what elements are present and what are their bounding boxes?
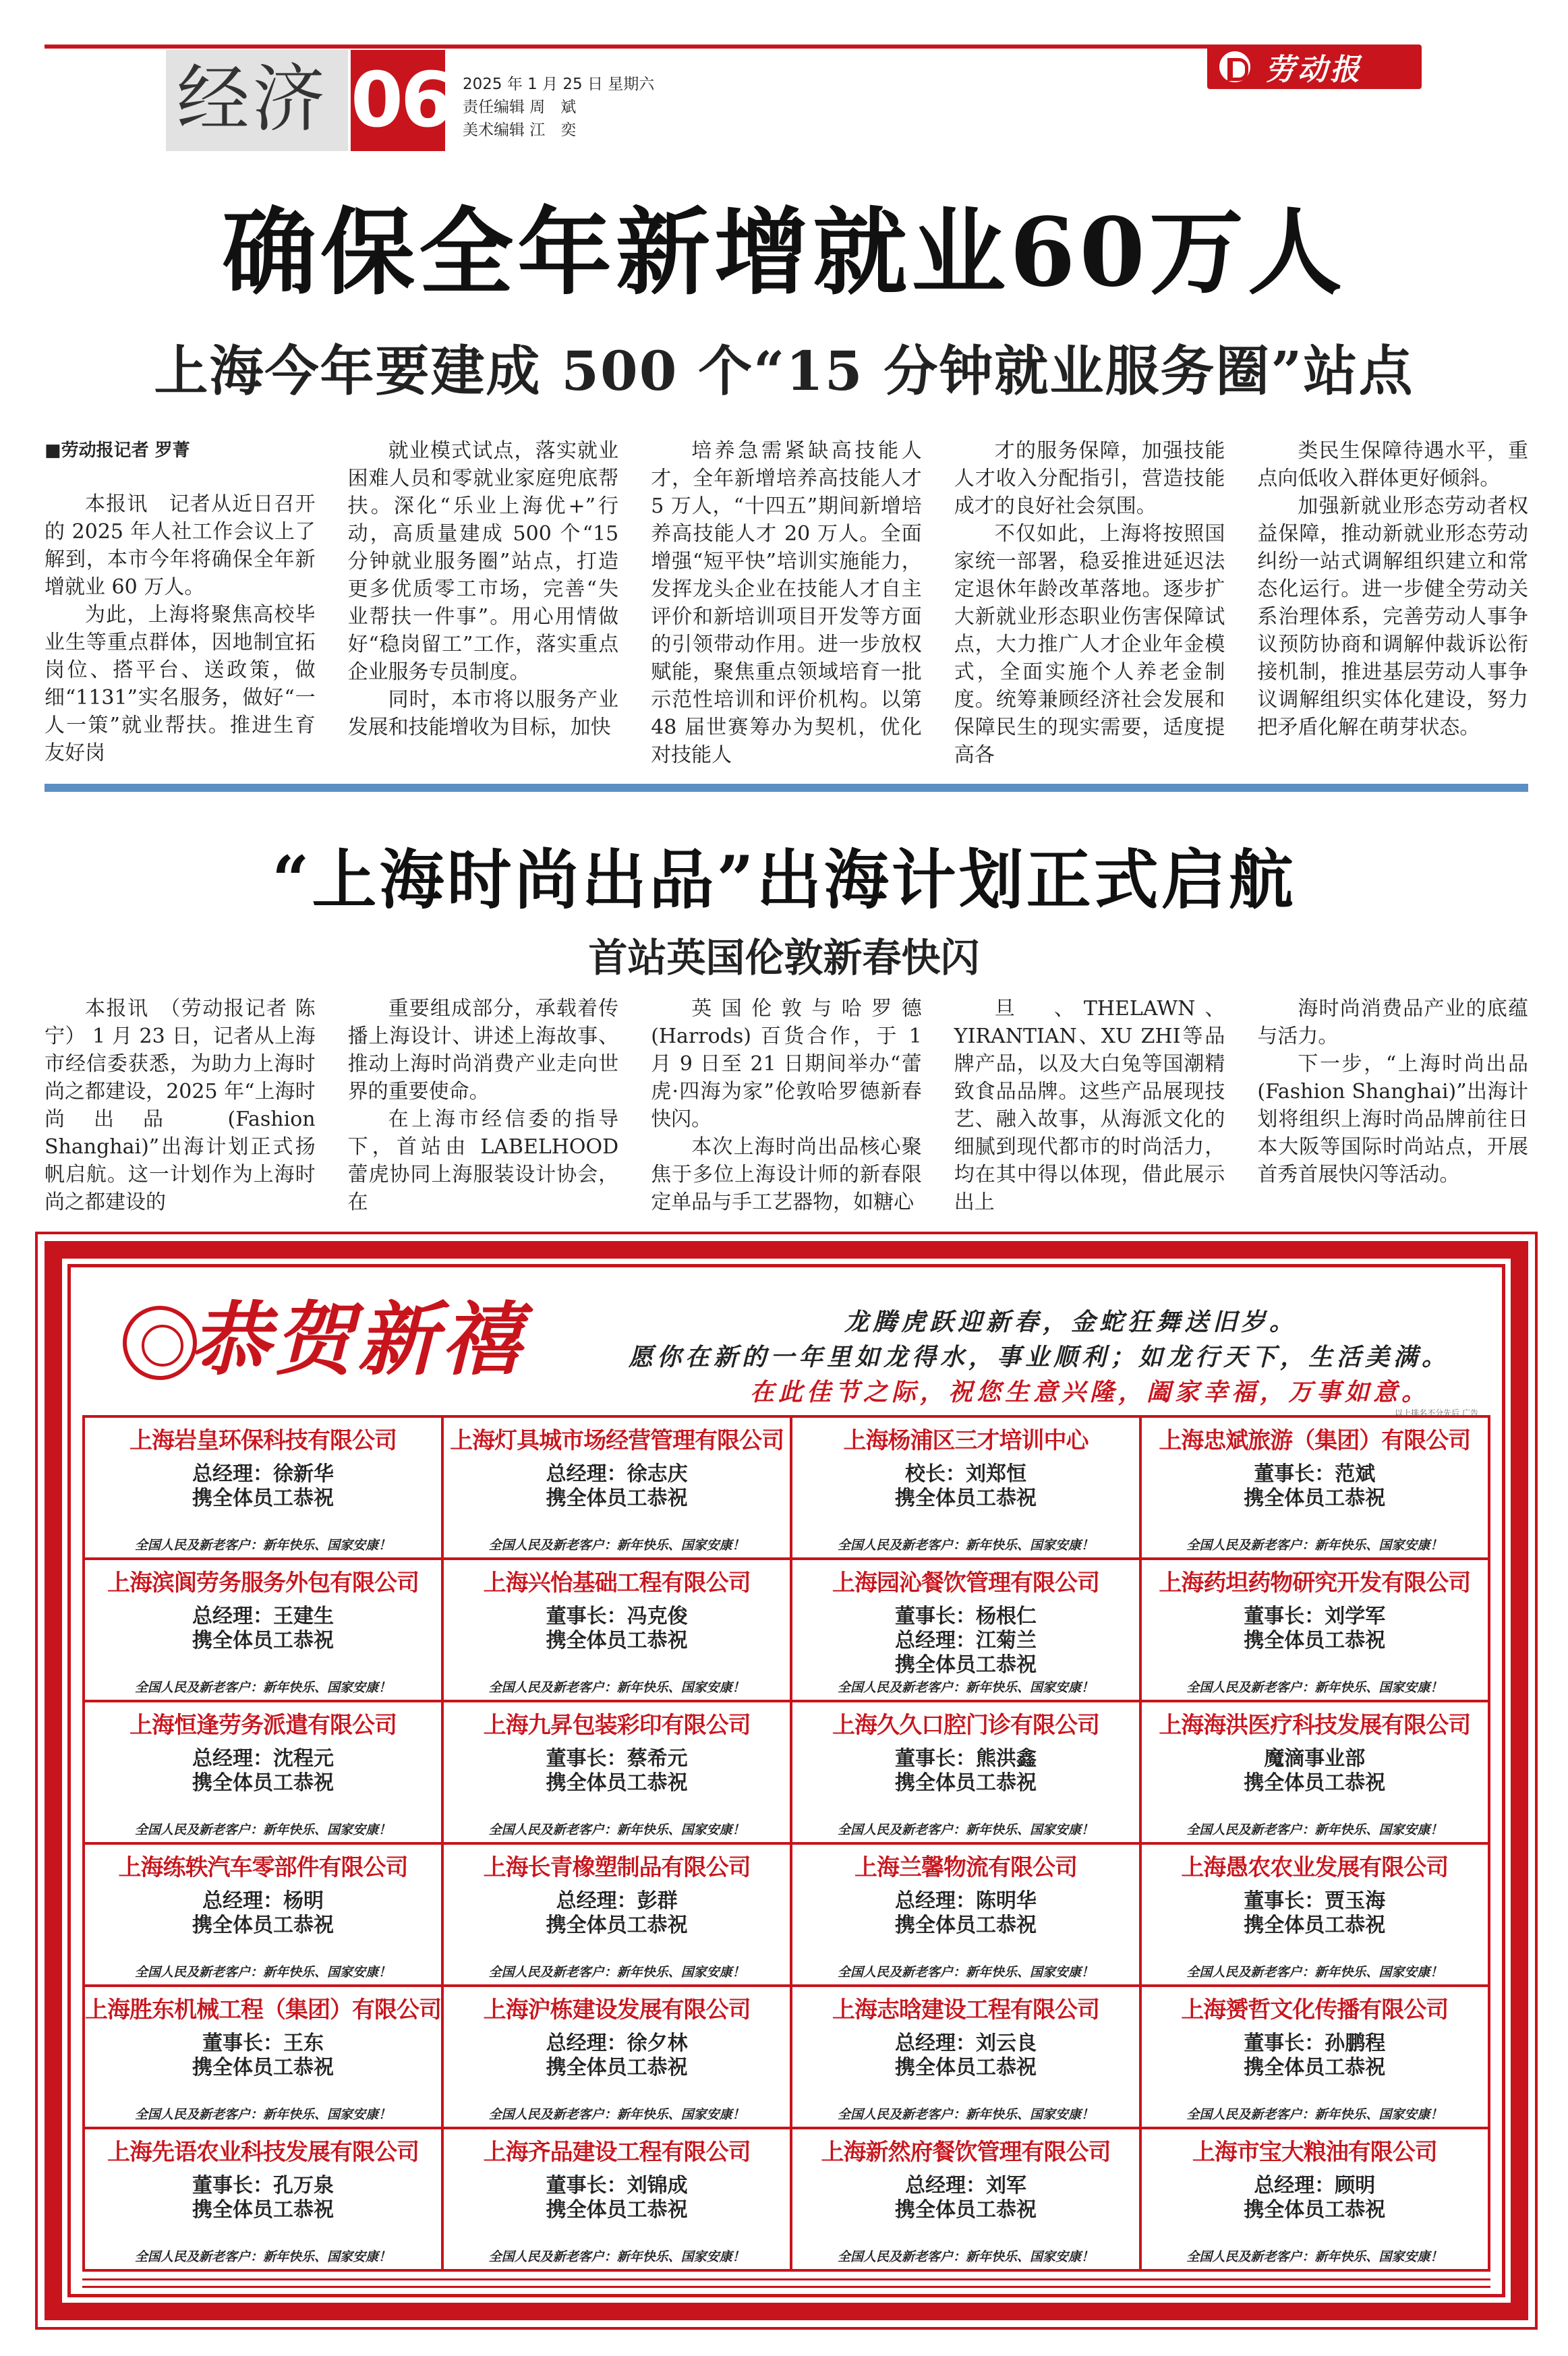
company-executives <box>85 1889 441 1914</box>
company-name: 上海恒逢劳务派遣有限公司 <box>129 1712 397 1739</box>
greeting-footer: 全国人民及新老客户：新年快乐、国家安康！ <box>1186 2107 1443 2122</box>
company-executives <box>444 1605 790 1629</box>
company-greeting-cell <box>444 1418 792 1560</box>
greeting-footer: 全国人民及新老客户：新年快乐、国家安康！ <box>1186 1822 1443 1837</box>
article2-subheadline: 首站英国伦敦新春快闪 <box>588 935 980 981</box>
section-name: 经济 <box>177 57 328 142</box>
company-greeting-grid <box>82 1415 1490 2272</box>
blessing-text: 携全体员工恭祝 <box>894 1653 1037 1677</box>
company-greeting-cell <box>1142 1560 1490 1702</box>
executive-name: 总经理：顾明 <box>1254 2174 1376 2197</box>
blessing-text: 携全体员工恭祝 <box>894 1771 1037 1795</box>
executive-name: 总经理：徐新华 <box>192 1462 334 1486</box>
company-greeting-cell <box>792 1418 1141 1560</box>
issue-meta <box>463 73 654 142</box>
greeting-footer: 全国人民及新老客户：新年快乐、国家安康！ <box>837 1822 1094 1837</box>
article1-body <box>45 437 1528 767</box>
company-greeting-cell <box>85 1702 444 1845</box>
article2-paragraph: 海时尚消费品产业的底蕴与活力。 <box>1257 997 1528 1048</box>
article1-paragraph: 类民生保障待遇水平，重点向低收入群体更好倾斜。 <box>1257 439 1528 490</box>
greeting-header <box>96 1279 1505 1418</box>
executive-name: 董事长：贾玉海 <box>1244 1889 1386 1913</box>
company-greeting-cell <box>1142 2129 1490 2272</box>
executive-name: 董事长：冯克俊 <box>546 1605 688 1628</box>
ad-bottom-border <box>82 2278 1490 2288</box>
company-executives <box>444 1889 790 1914</box>
greeting-footer: 全国人民及新老客户：新年快乐、国家安康！ <box>837 2107 1094 2122</box>
article2-paragraph: 旦 、THELAWN、YIRANTIAN、XU ZHI等品牌产品，以及大白兔等国潮精致食品品牌。这些产品展现技艺、融入故事，从海派文化的细腻到现代都市的时尚活力，均在其中得以体现，借此展示出上 <box>954 997 1225 1214</box>
company-name: 上海先语农业科技发展有限公司 <box>107 2139 419 2166</box>
company-executives <box>444 2174 790 2198</box>
company-executives <box>444 1747 790 1771</box>
company-greeting-cell <box>1142 1418 1490 1560</box>
executive-name: 总经理：沈程元 <box>192 1747 334 1771</box>
issue-date: 2025 年 1 月 25 日 星期六 <box>463 76 655 93</box>
article-divider <box>45 784 1528 792</box>
ad-credit: 以上排名不分先后 广告 <box>1395 1408 1478 1418</box>
article1-column <box>954 437 1225 769</box>
company-name: 上海市宝大粮油有限公司 <box>1192 2139 1437 2166</box>
masthead-icon <box>1219 51 1250 82</box>
blessing-text: 携全体员工恭祝 <box>894 1487 1037 1510</box>
company-executives <box>444 1462 790 1487</box>
executive-name: 董事长：王东 <box>202 2032 324 2055</box>
article1-column <box>651 437 922 769</box>
company-executives <box>85 2174 441 2198</box>
company-name: 上海滨阆劳务服务外包有限公司 <box>107 1570 419 1597</box>
company-executives <box>85 1747 441 1771</box>
article2-paragraph: 本次上海时尚出品核心聚焦于多位上海设计师的新春限定单品与手工艺器物，如糖心 <box>651 1135 922 1214</box>
company-greeting-cell <box>792 1560 1141 1702</box>
article2-column <box>45 995 316 1224</box>
company-name: 上海忠斌旅游（集团）有限公司 <box>1159 1427 1471 1454</box>
blessing-text: 携全体员工恭祝 <box>546 1771 688 1795</box>
executive-name: 董事长：孙鹏程 <box>1244 2032 1386 2055</box>
blessing-text: 携全体员工恭祝 <box>894 2198 1037 2222</box>
article1-paragraph: 为此，上海将聚焦高校毕业生等重点群体，因地制宜拓岗位、搭平台、送政策，做细“1131”实名服务，做好“一人一策”就业帮扶。推进生育友好岗 <box>45 603 316 765</box>
company-name: 上海杨浦区三才培训中心 <box>843 1427 1088 1454</box>
company-greeting-cell <box>85 2129 444 2272</box>
top-rule <box>45 45 1211 49</box>
company-name: 上海兴怡基础工程有限公司 <box>483 1570 751 1597</box>
lantern-ornament-icon <box>123 1306 197 1380</box>
company-name: 上海药坦药物研究开发有限公司 <box>1159 1570 1471 1597</box>
article1-headline: 确保全年新增就业60万人 <box>222 198 1346 308</box>
article1-paragraph: 培养急需紧缺高技能人才，全年新增培养高技能人才 5 万人，“十四五”期间新增培养高技能人才 20 万人。全面增强“短平快”培训实施能力，发挥龙头企业在技能人才自主评价和新培训项目开发等方面的引领带动作用。进一步放权赋能，聚焦重点领域培育一批示范性培训和评价机构。以第 48 届世赛筹办为契机，优化对技能人 <box>651 439 922 767</box>
blessing-text: 携全体员工恭祝 <box>192 1771 334 1795</box>
company-executives <box>1142 1462 1488 1487</box>
blessing-text: 携全体员工恭祝 <box>192 1487 334 1510</box>
executive-name: 董事长：孔万泉 <box>192 2174 334 2197</box>
executive-name: 董事长：刘学军 <box>1244 1605 1386 1628</box>
executive-name: 董事长：蔡希元 <box>546 1747 688 1771</box>
executive-name: 总经理：杨明 <box>202 1889 324 1913</box>
greeting-footer: 全国人民及新老客户：新年快乐、国家安康！ <box>1186 1680 1443 1695</box>
executive-name: 魔滴事业部 <box>1264 1747 1366 1771</box>
blessing-text: 携全体员工恭祝 <box>1244 1487 1386 1510</box>
company-name: 上海园沁餐饮管理有限公司 <box>832 1570 1099 1597</box>
article1-column <box>348 437 619 769</box>
company-executives <box>792 1889 1138 1914</box>
blessing-text: 携全体员工恭祝 <box>1244 1629 1386 1653</box>
blessing-text: 携全体员工恭祝 <box>546 1487 688 1510</box>
greeting-footer: 全国人民及新老客户：新年快乐、国家安康！ <box>134 2107 391 2122</box>
executive-name: 总经理：彭群 <box>556 1889 678 1913</box>
company-greeting-cell <box>792 1845 1141 1987</box>
company-executives <box>85 2032 441 2056</box>
article1-subheadline: 上海今年要建成 500 个“15 分钟就业服务圈”站点 <box>154 339 1414 403</box>
executive-name: 总经理：徐夕林 <box>546 2032 688 2055</box>
greeting-footer: 全国人民及新老客户：新年快乐、国家安康！ <box>134 1965 391 1980</box>
company-executives <box>792 1605 1138 1653</box>
company-greeting-cell <box>792 1987 1141 2129</box>
greeting-footer: 全国人民及新老客户：新年快乐、国家安康！ <box>134 1538 391 1553</box>
company-executives <box>1142 1747 1488 1771</box>
article1-paragraph: 本报讯 记者从近日召开的 2025 年人社工作会议上了解到，本市今年将确保全年新增就业 60 万人。 <box>45 492 316 599</box>
executive-name: 总经理：刘军 <box>904 2174 1026 2197</box>
blessing-text: 携全体员工恭祝 <box>894 1914 1037 1937</box>
article2-headline: “上海时尚出品”出海计划正式启航 <box>272 842 1296 918</box>
greeting-footer: 全国人民及新老客户：新年快乐、国家安康！ <box>488 1680 745 1695</box>
executive-name: 总经理：刘云良 <box>894 2032 1037 2055</box>
wish-line-3: 在此佳节之际，祝您生意兴隆，阖家幸福，万事如意。 <box>750 1378 1430 1406</box>
company-greeting-cell <box>792 1702 1141 1845</box>
company-greeting-cell <box>85 1560 444 1702</box>
company-greeting-cell <box>1142 1987 1490 2129</box>
blessing-text: 携全体员工恭祝 <box>192 2198 334 2222</box>
company-executives <box>85 1605 441 1629</box>
company-name: 上海新然府餐饮管理有限公司 <box>821 2139 1111 2166</box>
company-greeting-cell <box>444 1987 792 2129</box>
greeting-footer: 全国人民及新老客户：新年快乐、国家安康！ <box>134 1822 391 1837</box>
executive-name: 董事长：刘锦成 <box>546 2174 688 2197</box>
executive-name: 董事长：熊洪鑫 <box>894 1747 1037 1771</box>
page-number: 06 <box>351 57 451 144</box>
blessing-text: 携全体员工恭祝 <box>1244 1771 1386 1795</box>
article1-column <box>45 437 316 769</box>
company-name: 上海九昇包装彩印有限公司 <box>483 1712 751 1739</box>
article2-paragraph: 下一步，“上海时尚出品(Fashion Shanghai)”出海计划将组织上海时尚品牌前往日本大阪等国际时尚站点，开展首秀首展快闪等活动。 <box>1257 1052 1528 1186</box>
company-greeting-cell <box>85 1845 444 1987</box>
responsible-editor: 责任编辑 周 斌 <box>463 98 577 116</box>
executive-name: 校长：刘郑恒 <box>904 1462 1026 1486</box>
company-executives <box>444 2032 790 2056</box>
company-name: 上海兰馨物流有限公司 <box>854 1854 1077 1881</box>
executive-name: 董事长：杨根仁 <box>894 1605 1037 1628</box>
company-name: 上海胜东机械工程（集团）有限公司 <box>85 1996 441 2023</box>
company-greeting-cell <box>1142 1845 1490 1987</box>
article2-paragraph: 本报讯 （劳动报记者 陈宁） 1 月 23 日，记者从上海市经信委获悉，为助力上海时尚之都建设，2025 年“上海时尚出品 (Fashion Shanghai)”出海计划正式扬帆启航。这一计划作为上海时尚之都建设的 <box>45 997 316 1214</box>
article1-paragraph: 不仅如此，上海将按照国家统一部署，稳妥推进延迟法定退休年龄改革落地。逐步扩大新就业形态职业伤害保障试点，大力推广人才企业年金模式，全面实施个人养老金制度。统筹兼顾经济社会发展和保障民生的现实需要，适度提高各 <box>954 522 1225 767</box>
masthead-title: 劳动报 <box>1265 53 1362 87</box>
company-greeting-cell <box>85 1418 444 1560</box>
greeting-title: 恭贺新禧 <box>190 1292 525 1386</box>
article1-column <box>1257 437 1528 769</box>
article1-paragraph: 就业模式试点，落实就业困难人员和零就业家庭兜底帮扶。深化“乐业上海优+”行动，高质量建成 500 个“15 分钟就业服务圈”站点，打造更多优质零工市场，完善“失业帮扶一件事”。用心用情做好“稳岗留工”工作，落实重点企业服务专员制度。 <box>347 439 619 684</box>
company-name: 上海沪栋建设发展有限公司 <box>483 1996 751 2023</box>
company-executives <box>792 2032 1138 2056</box>
greeting-footer: 全国人民及新老客户：新年快乐、国家安康！ <box>134 1680 391 1695</box>
article2-column <box>954 995 1225 1224</box>
company-executives <box>1142 1889 1488 1914</box>
greeting-footer: 全国人民及新老客户：新年快乐、国家安康！ <box>488 1965 745 1980</box>
greeting-footer: 全国人民及新老客户：新年快乐、国家安康！ <box>488 2249 745 2264</box>
article2-paragraph: 英国伦敦与哈罗德 (Harrods) 百货合作，于 1 月 9 日至 21 日期间举办“蕾虎·四海为家”伦敦哈罗德新春快闪。 <box>651 997 922 1131</box>
new-year-greeting-ad <box>45 1241 1528 2320</box>
company-name: 上海愚农农业发展有限公司 <box>1181 1854 1449 1881</box>
company-executives <box>85 1462 441 1487</box>
executive-name: 总经理：徐志庆 <box>546 1462 688 1486</box>
executive-name: 总经理：江菊兰 <box>894 1629 1037 1653</box>
company-name: 上海长青橡塑制品有限公司 <box>483 1854 751 1881</box>
company-greeting-cell <box>1142 1702 1490 1845</box>
greeting-footer: 全国人民及新老客户：新年快乐、国家安康！ <box>837 1965 1094 1980</box>
company-name: 上海赟哲文化传播有限公司 <box>1181 1996 1449 2023</box>
blessing-text: 携全体员工恭祝 <box>546 1914 688 1937</box>
article1-paragraph: 才的服务保障，加强技能人才收入分配指引，营造技能成才的良好社会氛围。 <box>954 439 1225 518</box>
company-executives <box>1142 1605 1488 1629</box>
article2-paragraph: 在上海市经信委的指导下，首站由 LABELHOOD 蕾虎协同上海服装设计协会，在 <box>347 1108 619 1214</box>
company-greeting-cell <box>444 1560 792 1702</box>
article2-paragraph: 重要组成部分，承载着传播上海设计、讲述上海故事、推动上海时尚消费产业走向世界的重要使命。 <box>347 997 619 1103</box>
blessing-text: 携全体员工恭祝 <box>1244 2198 1386 2222</box>
art-editor: 美术编辑 江 奕 <box>463 121 577 139</box>
greeting-footer: 全国人民及新老客户：新年快乐、国家安康！ <box>1186 1965 1443 1980</box>
company-name: 上海灯具城市场经营管理有限公司 <box>450 1427 784 1454</box>
company-greeting-cell <box>444 2129 792 2272</box>
wish-line-1: 龙腾虎跃迎新春，金蛇狂舞送旧岁。 <box>844 1308 1298 1336</box>
blessing-text: 携全体员工恭祝 <box>192 1629 334 1653</box>
blessing-text: 携全体员工恭祝 <box>546 2056 688 2079</box>
blessing-text: 携全体员工恭祝 <box>1244 2056 1386 2079</box>
article2-column <box>1257 995 1528 1224</box>
company-executives <box>1142 2174 1488 2198</box>
company-executives <box>792 2174 1138 2198</box>
article1-paragraph: 加强新就业形态劳动者权益保障，推动新就业形态劳动纠纷一站式调解组织建立和常态化运行。进一步健全劳动关系治理体系，完善劳动人事争议预防协商和调解仲裁诉讼衔接机制，推进基层劳动人事争议调解组织实体化建设，努力把矛盾化解在萌芽状态。 <box>1257 494 1528 739</box>
greeting-footer: 全国人民及新老客户：新年快乐、国家安康！ <box>837 1538 1094 1553</box>
executive-name: 总经理：陈明华 <box>894 1889 1037 1913</box>
article2-body <box>45 995 1528 1224</box>
blessing-text: 携全体员工恭祝 <box>192 2056 334 2079</box>
company-greeting-cell <box>792 2129 1141 2272</box>
blessing-text: 携全体员工恭祝 <box>546 2198 688 2222</box>
blessing-text: 携全体员工恭祝 <box>546 1629 688 1653</box>
company-executives <box>792 1747 1138 1771</box>
blessing-text: 携全体员工恭祝 <box>192 1914 334 1937</box>
company-executives <box>1142 2032 1488 2056</box>
greeting-footer: 全国人民及新老客户：新年快乐、国家安康！ <box>134 2249 391 2264</box>
greeting-footer: 全国人民及新老客户：新年快乐、国家安康！ <box>1186 2249 1443 2264</box>
company-executives <box>792 1462 1138 1487</box>
greeting-footer: 全国人民及新老客户：新年快乐、国家安康！ <box>488 2107 745 2122</box>
article1-paragraph: 同时，本市将以服务产业发展和技能增收为目标，加快 <box>347 688 619 739</box>
company-greeting-cell <box>444 1702 792 1845</box>
company-name: 上海海洪医疗科技发展有限公司 <box>1159 1712 1471 1739</box>
article2-column <box>348 995 619 1224</box>
company-name: 上海志晗建设工程有限公司 <box>832 1996 1099 2023</box>
company-name: 上海齐品建设工程有限公司 <box>483 2139 751 2166</box>
wish-line-2: 愿你在新的一年里如龙得水，事业顺利；如龙行天下，生活美满。 <box>629 1343 1451 1371</box>
executive-name: 总经理：王建生 <box>192 1605 334 1628</box>
company-name: 上海岩皇环保科技有限公司 <box>129 1427 397 1454</box>
article2-column <box>651 995 922 1224</box>
greeting-footer: 全国人民及新老客户：新年快乐、国家安康！ <box>1186 1538 1443 1553</box>
article1-byline: ■劳动报记者 罗菁 <box>45 440 190 461</box>
company-greeting-cell <box>444 1845 792 1987</box>
executive-name: 董事长：范斌 <box>1254 1462 1376 1486</box>
masthead-logo <box>1207 45 1422 89</box>
greeting-footer: 全国人民及新老客户：新年快乐、国家安康！ <box>837 1680 1094 1695</box>
company-name: 上海久久口腔门诊有限公司 <box>832 1712 1099 1739</box>
blessing-text: 携全体员工恭祝 <box>894 2056 1037 2079</box>
blessing-text: 携全体员工恭祝 <box>1244 1914 1386 1937</box>
greeting-footer: 全国人民及新老客户：新年快乐、国家安康！ <box>488 1538 745 1553</box>
company-name: 上海练轶汽车零部件有限公司 <box>118 1854 408 1881</box>
greeting-footer: 全国人民及新老客户：新年快乐、国家安康！ <box>837 2249 1094 2264</box>
greeting-footer: 全国人民及新老客户：新年快乐、国家安康！ <box>488 1822 745 1837</box>
company-greeting-cell <box>85 1987 444 2129</box>
